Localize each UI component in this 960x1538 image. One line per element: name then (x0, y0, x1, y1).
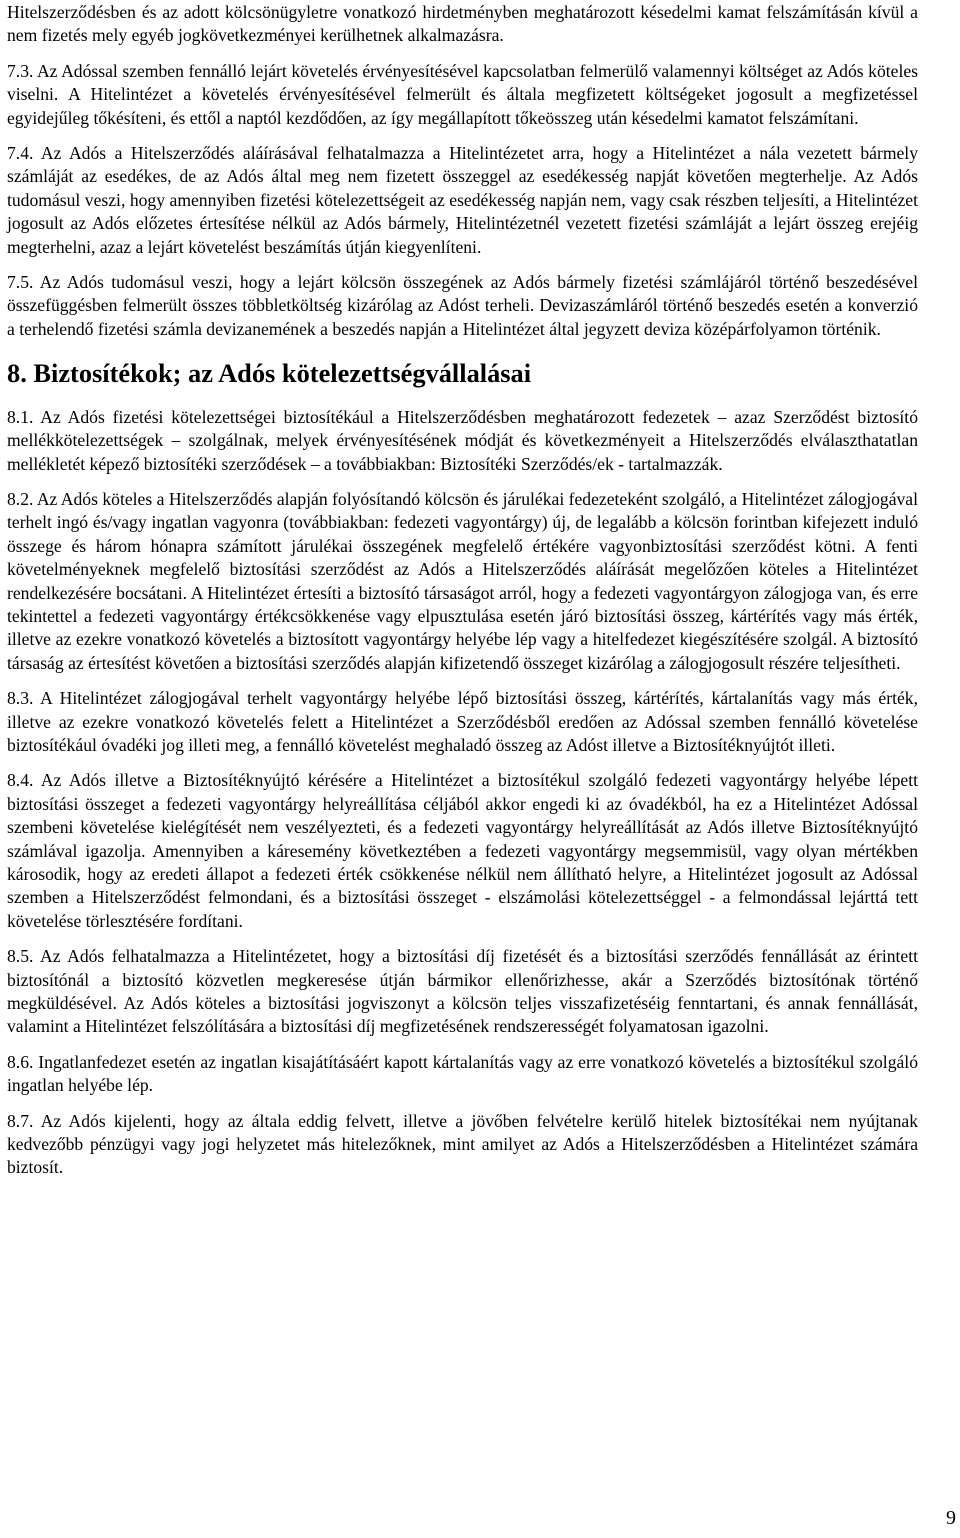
paragraph-8-7: 8.7. Az Adós kijelenti, hogy az általa eddig felvett, illetve a jövőben felvételre kerülő hitelek biztosítékai nem nyújtanak kedvezőbb pénzügyi vagy jogi helyzetet más hitelezőknek, mint amilyet az Adós a Hitelszerződésben a Hitelintézet számára biztosít. (7, 1110, 918, 1178)
section-heading-8: 8. Biztosítékok; az Adós kötelezettségvállalásai (7, 358, 532, 389)
paragraph-7-2-continuation: Hitelszerződésben és az adott kölcsönügyletre vonatkozó hirdetményben meghatározott késedelmi kamat felszámításán kívül a nem fizetés mely egyéb jogkövetkezményei kerülhetnek alkalmazásra. (7, 2, 918, 46)
paragraph-8-1: 8.1. Az Adós fizetési kötelezettségei biztosítékául a Hitelszerződésben meghatározott fedezetek – azaz Szerződést biztosító mellékkötelezettségek – szolgálnak, melyek érvényesítésének módját és következményeit a Hitelszerződés elválaszthatatlan mellékletét képező biztosítéki szerződések – a továbbiakban: Biztosítéki Szerződés/ek - tartalmazzák. (7, 406, 918, 474)
paragraph-7-3: 7.3. Az Adóssal szemben fennálló lejárt követelés érvényesítésével kapcsolatban felmerülő valamennyi költséget az Adós köteles viselni. A Hitelintézet a követelés érvényesítésével felmerült és általa megfizetett költségeket jogosult a megfizetéssel egyidejűleg tőkésíteni, és ettől a naptól kezdődően, az így megállapított tőkeösszeg után késedelmi kamatot felszámítani. (7, 60, 918, 128)
paragraph-8-2: 8.2. Az Adós köteles a Hitelszerződés alapján folyósítandó kölcsön és járulékai fedezeteként szolgáló, a Hitelintézet zálogjogával terhelt ingó és/vagy ingatlan vagyonra (továbbiakban: fedezeti vagyontárgy) új, de legalább a kölcsön forintban kifejezett induló összege és három hónapra számított járulékai összegének megfelelő értékére vagyonbiztosítási szerződést kötni. A fenti követelményeknek megfelelő biztosítási szerződést az Adós a Hitelszerződés aláírását megelőzően köteles a Hitelintézet rendelkezésére bocsátani. A Hitelintézet értesíti a biztosító társaságot arról, hogy a fedezeti vagyontárgyon zálogjoga van, és erre tekintettel a fedezeti vagyontárgy értékcsökkenése vagy elpusztulása esetén járó biztosítási összeg, kártérítés vagy más érték, illetve az ezekre vonatkozó követelés a biztosított vagyontárgy helyébe lép vagy a hitelfedezet kiegészítésére szolgál. A biztosító társaság az értesítést követően a biztosítási szerződés alapján kifizetendő összeget kizárólag a zálogjogosult részére teljesítheti. (7, 488, 918, 673)
page-number: 9 (946, 1507, 956, 1529)
paragraph-8-5: 8.5. Az Adós felhatalmazza a Hitelintézetet, hogy a biztosítási díj fizetését és a biztosítási szerződés fennállását az érintett biztosítónál a biztosító közvetlen megkeresése útján bármikor ellenőrizhesse, akár a Szerződés biztosítónak történő megküldésével. Az Adós köteles a biztosítási jogviszonyt a kölcsön teljes visszafizetéséig fenntartani, és annak fennállását, valamint a Hitelintézet felszólítására a biztosítási díj megfizetésének rendszerességét folyamatosan igazolni. (7, 946, 918, 1037)
paragraph-8-6: 8.6. Ingatlanfedezet esetén az ingatlan kisajátításáért kapott kártalanítás vagy az erre vonatkozó követelés a biztosítékul szolgáló ingatlan helyébe lép. (7, 1051, 918, 1096)
document-page (7, 0, 918, 1180)
paragraph-7-5: 7.5. Az Adós tudomásul veszi, hogy a lejárt kölcsön összegének az Adós bármely fizetési számlájáról történő beszedésével összefüggésben felmerült összes többletköltség kizárólag az Adóst terheli. Devizaszámláról történő beszedés esetén a konverzió a terhelendő fizetési számla devizanemének a beszedés napján a Hitelintézet által jegyzett deviza középárfolyamon történik. (7, 272, 918, 339)
paragraph-8-3: 8.3. A Hitelintézet zálogjogával terhelt vagyontárgy helyébe lépő biztosítási összeg, kártérítés, kártalanítás vagy más érték, illetve az ezekre vonatkozó követelés felett a Hitelintézet a Szerződésből eredően az Adóssal szemben fennálló követelése biztosítékául óvadéki jog illeti meg, a fennálló követelést meghaladó összeg az Adóst illetve a Biztosítéknyújtót illeti. (7, 688, 918, 755)
paragraph-7-4: 7.4. Az Adós a Hitelszerződés aláírásával felhatalmazza a Hitelintézetet arra, hogy a Hitelintézet a nála vezetett bármely számláját az esedékes, de az Adós által meg nem fizetett összeggel az esedékesség napját követően megterhelje. Az Adós tudomásul veszi, hogy amennyiben fizetési kötelezettségeit az esedékesség napján nem, vagy csak részben teljesíti, a Hitelintézet jogosult az Adós előzetes értesítése nélkül az Adós bármely, Hitelintézetnél vezetett fizetési számláját a lejárt összeg erejéig megterhelni, azaz a lejárt követelést beszámítás útján kiegyenlíteni. (7, 143, 918, 257)
paragraph-8-4: 8.4. Az Adós illetve a Biztosítéknyújtó kérésére a Hitelintézet a biztosítékul szolgáló fedezeti vagyontárgy helyébe lépett biztosítási összeget a fedezeti vagyontárgy helyreállítása céljából akkor engedi ki az óvadékból, ha ez a Hitelintézet Adóssal szembeni követelése kielégítését nem veszélyezteti, és a fedezeti vagyontárgy helyreállítását az Adós illetve Biztosítéknyújtó számlával igazolja. Amennyiben a káresemény következtében a fedezeti vagyontárgy megsemmisül, vagy olyan mértékben károsodik, hogy az eredeti állapot a fedezeti érték csökkenése nélkül nem állítható helyre, a Hitelintézet jogosult az Adóssal szemben a Hitelszerződést felmondani, és a biztosítási összeget - elszámolási kötelezettséggel - a felmondással lejárttá tett követelése törlesztésére fordítani. (7, 770, 918, 931)
